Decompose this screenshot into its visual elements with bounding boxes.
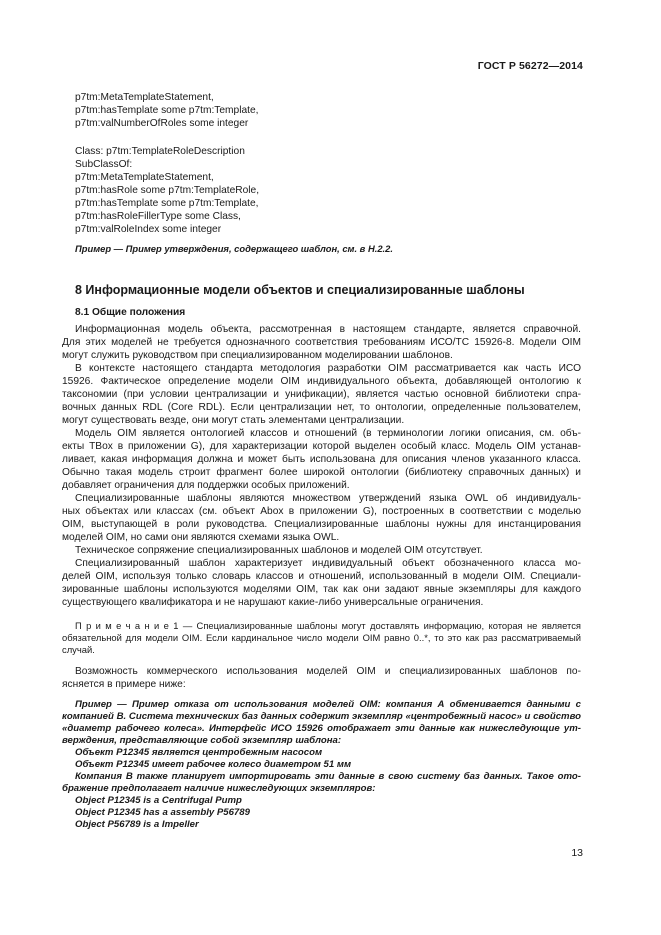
example-line: Object P12345 is a Centrifugal Pump: [75, 795, 242, 806]
body-line: могут служить руководством при специализированном моделировании шаблонов.: [62, 350, 453, 361]
body-line: ясняется в примере ниже:: [62, 679, 186, 690]
code-line: p7tm:valNumberOfRoles some integer: [75, 118, 249, 129]
section-heading: 8 Информационные модели объектов и специализированные шаблоны: [75, 283, 525, 297]
body-line: Для этих моделей не требуется однозначного соответствия требованиям ИСО/ТС 15926-8. Модели OIM: [62, 337, 581, 348]
example-line: Компания В также планирует импортировать эти данные в свою систему баз данных. Такое ото-: [75, 771, 581, 782]
body-line: екты TBox в приложении G), для характеризации которой выделен особый класс. Модель OIM устанав-: [62, 441, 581, 452]
body-line: OIM, выступающей в роли руководства. Специализированные шаблоны нужны для инстанцирования: [62, 519, 581, 530]
body-line: добавляет ограничения для поддержки особых приложений.: [62, 480, 350, 491]
note-line: П р и м е ч а н и е 1 — Специализированные шаблоны могут доставлять информацию, которая не является: [75, 620, 581, 631]
body-line: моделей OIM, но сами они являются схемами языка OWL.: [62, 532, 340, 543]
example-line: Объект P12345 является центробежным насосом: [75, 747, 323, 758]
page-number: 13: [571, 847, 583, 859]
body-line: таксономии (при условии централизации и унификации), является частью основной библиотеки спра-: [62, 389, 581, 400]
example-reference: Пример — Пример утверждения, содержащего шаблон, см. в Н.2.2.: [75, 243, 393, 254]
code-line: p7tm:hasTemplate some p7tm:Template,: [75, 105, 259, 116]
code-line: p7tm:MetaTemplateStatement,: [75, 92, 214, 103]
body-line: ливает, какая информация должна и может быть использована для описания членов указанного класса.: [62, 454, 581, 465]
body-line: зированные шаблоны используются моделями OIM, так как они задают явные экземпляры для каждого: [62, 584, 581, 595]
body-line: Специализированные шаблоны являются множеством утверждений языка OWL об индивидуаль-: [75, 493, 581, 504]
body-line: существующего квалификатора и не нарушают какие-либо универсальные ограничения.: [62, 597, 484, 608]
code-line: Class: p7tm:TemplateRoleDescription: [75, 146, 245, 157]
example-line: компанией В. Система технических баз данных содержит экземпляр «центробежный насос» и свойство: [62, 711, 581, 722]
body-line: 15926. Фактическое определение модели OIM индивидуального объекта, добавляющей онтологию к: [62, 376, 581, 387]
example-line: бражение предполагает наличие нижеследующих экземпляров:: [62, 783, 376, 794]
body-line: ных объектах или классах (см. объект Abox в приложении G), построенных в соответствии с моделью: [62, 506, 581, 517]
body-line: Обычно такая модель строит фрагмент более широкой онтологии (библиотеку справочных данных) и: [62, 467, 581, 478]
example-line: Object P12345 has a assembly P56789: [75, 807, 250, 818]
body-line: Возможность коммерческого использования моделей OIM и специализированных шаблонов по-: [75, 666, 581, 677]
body-line: В контексте настоящего стандарта методология разработки OIM рассматривается как часть ИСО: [75, 363, 581, 374]
code-line: p7tm:MetaTemplateStatement,: [75, 172, 214, 183]
code-line: p7tm:hasRole some p7tm:TemplateRole,: [75, 185, 260, 196]
body-line: Модель OIM является онтологией классов и отношений (в терминологии логики описания, см. объ-: [75, 428, 581, 439]
example-line: «диаметр рабочего колеса». Интерфейс ИСО 15926 отображает эти данные как нижеследующие ут-: [62, 723, 581, 734]
body-line: делей OIM, используя только словарь классов и отношений, использованный в модели OIM. Специали-: [62, 571, 581, 582]
example-line: верждения, представляющие собой экземпляр шаблона:: [62, 735, 342, 746]
example-line: Объект P12345 имеет рабочее колесо диаметром 51 мм: [75, 759, 352, 770]
note-line: случай.: [62, 644, 95, 655]
body-line: вочных данных RDL (Core RDL). Если централизации нет, то онтологии, определенные пользователем,: [62, 402, 581, 413]
example-line: Object P56789 is a Impeller: [75, 819, 199, 830]
example-line: Пример — Пример отказа от использования моделей OIM: компания А обменивается данными с: [75, 699, 581, 710]
body-line: Информационная модель объекта, рассмотренная в настоящем стандарте, является справочной.: [75, 324, 581, 335]
code-line: p7tm:hasTemplate some p7tm:Template,: [75, 198, 259, 209]
standard-header: ГОСТ Р 56272—2014: [477, 60, 583, 72]
body-line: Техническое сопряжение специализированных шаблонов и моделей OIM отсутствует.: [75, 545, 483, 556]
code-line: SubClassOf:: [75, 159, 133, 170]
code-line: p7tm:valRoleIndex some integer: [75, 224, 222, 235]
subsection-heading: 8.1 Общие положения: [75, 307, 186, 318]
note-line: обязательной для модели OIM. Если кардинальное число модели OIM равно 0..*, то это как раз рассматриваемый: [62, 632, 581, 643]
code-line: p7tm:hasRoleFillerType some Class,: [75, 211, 241, 222]
body-line: могут существовать везде, они могут стать элементами централизации.: [62, 415, 405, 426]
body-line: Специализированный шаблон характеризует индивидуальный объект обозначенного класса мо-: [75, 558, 581, 569]
